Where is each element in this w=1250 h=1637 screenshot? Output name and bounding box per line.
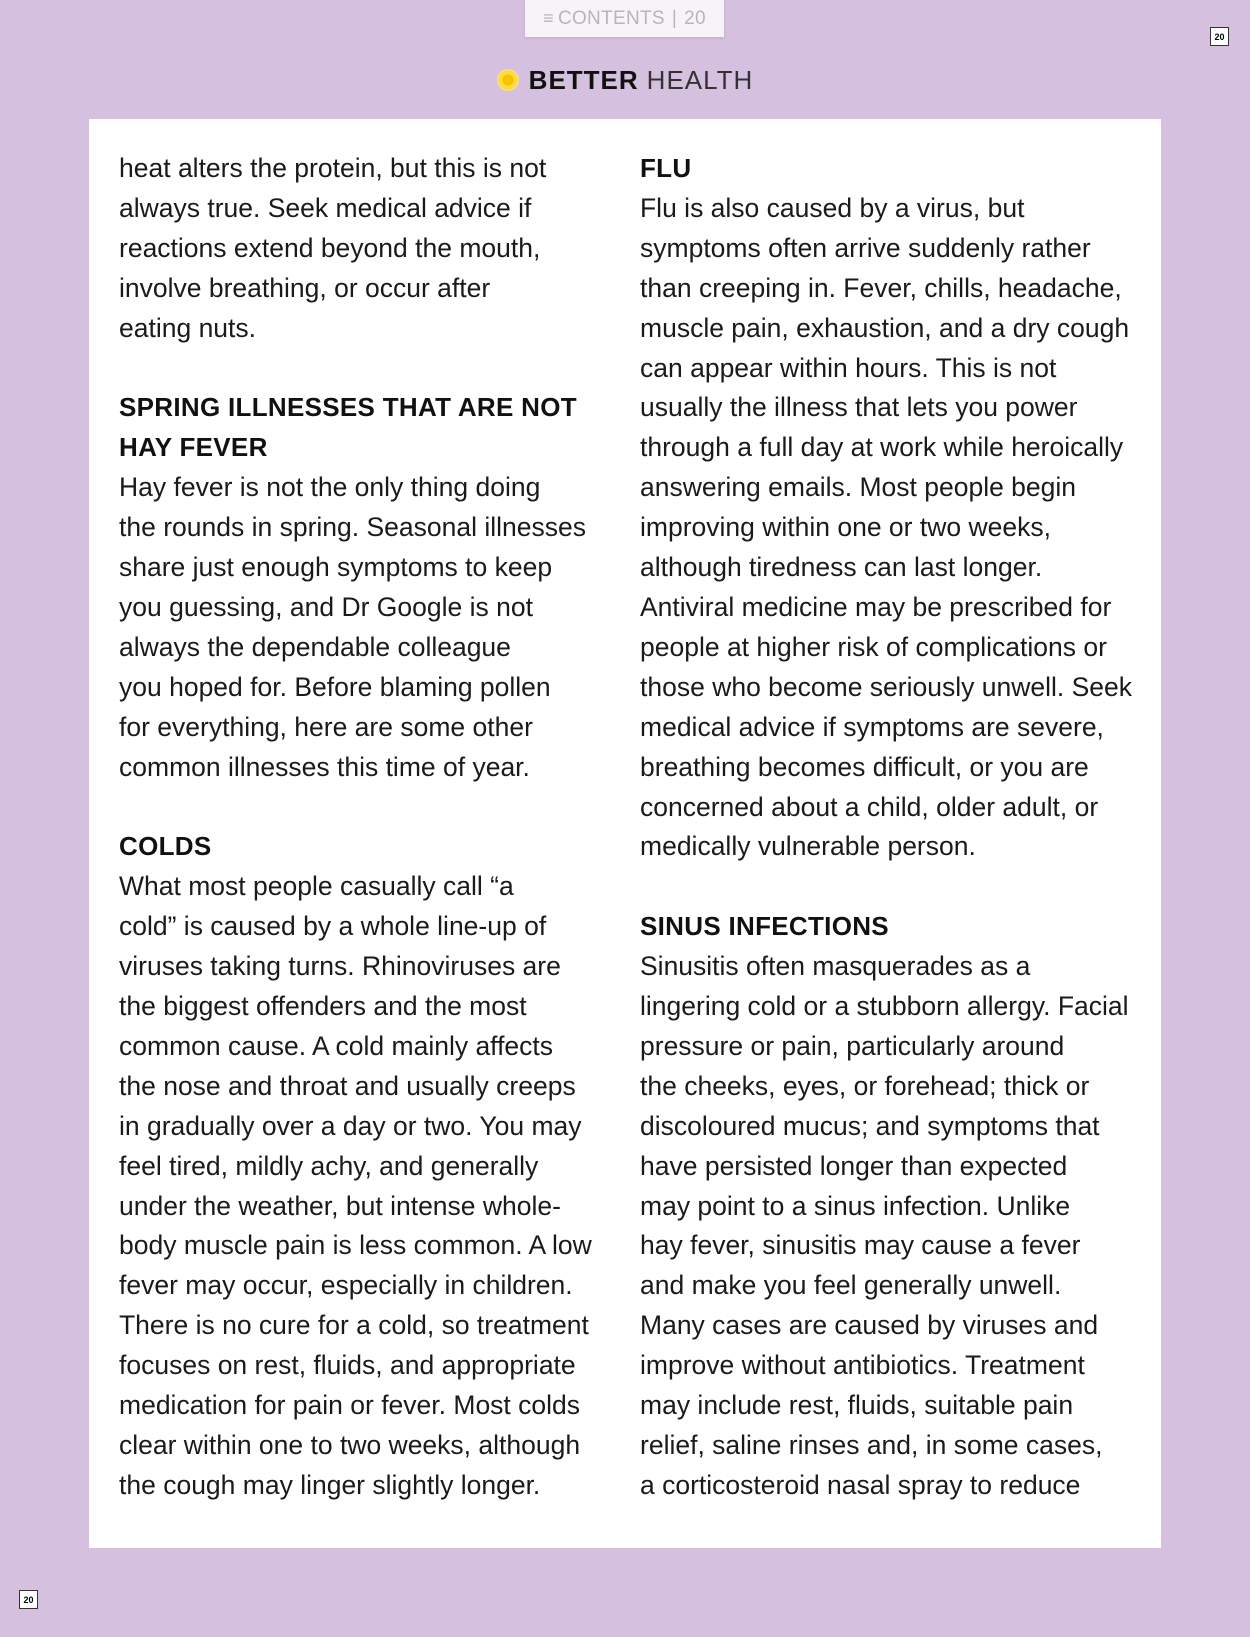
brand-name-light: HEALTH <box>646 64 754 95</box>
text-line: answering emails. Most people begin <box>640 472 1077 503</box>
text-line: hay fever, sinusitis may cause a fever <box>640 1230 1081 1261</box>
text-line: Hay fever is not the only thing doing <box>119 472 541 503</box>
text-line: those who become seriously unwell. Seek <box>640 671 1132 702</box>
text-line: medication for pain or fever. Most colds <box>119 1390 581 1421</box>
page-number-badge-bottom: 20 <box>19 1590 38 1609</box>
section-body-spring-illnesses <box>119 468 619 787</box>
heading-line: SINUS INFECTIONS <box>640 911 889 942</box>
text-line: body muscle pain is less common. A low <box>119 1230 592 1261</box>
text-line: lingering cold or a stubborn allergy. Facial <box>640 991 1129 1022</box>
text-line: have persisted longer than expected <box>640 1150 1068 1181</box>
text-line: under the weather, but intense whole- <box>119 1190 561 1221</box>
text-line: clear within one to two weeks, although <box>119 1429 581 1460</box>
left-column <box>119 149 619 1506</box>
text-line: may include rest, fluids, suitable pain <box>640 1390 1074 1421</box>
section-heading-colds <box>119 827 619 867</box>
contents-page-number: 20 <box>684 7 706 29</box>
text-line: There is no cure for a cold, so treatment <box>119 1310 589 1341</box>
text-line: What most people casually call “a <box>119 871 514 902</box>
text-line: than creeping in. Fever, chills, headache, <box>640 272 1122 303</box>
text-line: pressure or pain, particularly around <box>640 1030 1065 1061</box>
text-line: the cheeks, eyes, or forehead; thick or <box>640 1070 1090 1101</box>
text-line: involve breathing, or occur after <box>119 272 491 303</box>
text-line: breathing becomes difficult, or you are <box>640 751 1089 782</box>
menu-icon: ≡ <box>543 8 554 28</box>
section-body-colds <box>119 867 619 1506</box>
text-line: usually the illness that lets you power <box>640 392 1078 423</box>
heading-line: FLU <box>640 153 692 183</box>
section-body-flu <box>640 189 1150 867</box>
text-line: you hoped for. Before blaming pollen <box>119 671 551 702</box>
text-line: and make you feel generally unwell. <box>640 1270 1062 1301</box>
heading-line: HAY FEVER <box>119 432 268 463</box>
text-line: for everything, here are some other <box>119 711 533 742</box>
text-line: improving within one or two weeks, <box>640 512 1051 543</box>
section-heading-sinus-infections <box>640 907 1150 947</box>
text-line: can appear within hours. This is not <box>640 352 1057 383</box>
section-heading-spring-illnesses <box>119 388 619 468</box>
heading-line: COLDS <box>119 831 212 862</box>
text-line: focuses on rest, fluids, and appropriate <box>119 1350 576 1381</box>
section-body-sinus-infections <box>640 947 1150 1506</box>
contents-tab[interactable] <box>525 0 724 37</box>
text-line: fever may occur, especially in children. <box>119 1270 573 1301</box>
contents-separator: | <box>671 7 678 29</box>
continued-paragraph <box>119 149 619 349</box>
text-line: feel tired, mildly achy, and generally <box>119 1150 539 1181</box>
text-line: a corticosteroid nasal spray to reduce <box>640 1469 1081 1500</box>
text-line: reactions extend beyond the mouth, <box>119 232 541 263</box>
text-line: symptoms often arrive suddenly rather <box>640 232 1091 263</box>
text-line: always the dependable colleague <box>119 631 511 662</box>
right-column <box>640 149 1150 1506</box>
text-line: cold” is caused by a whole line-up of <box>119 911 547 942</box>
text-line: relief, saline rinses and, in some cases, <box>640 1429 1103 1460</box>
page-number-badge-top: 20 <box>1210 27 1229 46</box>
text-line: the rounds in spring. Seasonal illnesses <box>119 512 586 543</box>
text-line: you guessing, and Dr Google is not <box>119 591 533 622</box>
brand-header <box>0 62 1250 98</box>
text-line: Many cases are caused by viruses and <box>640 1310 1099 1341</box>
text-line: improve without antibiotics. Treatment <box>640 1350 1085 1381</box>
text-line: viruses taking turns. Rhinoviruses are <box>119 951 561 982</box>
heading-line: SPRING ILLNESSES THAT ARE NOT <box>119 392 577 423</box>
text-line: Antiviral medicine may be prescribed for <box>640 591 1112 622</box>
text-line: Flu is also caused by a virus, but <box>640 192 1025 223</box>
section-heading-flu <box>640 149 1150 189</box>
text-line: always true. Seek medical advice if <box>119 192 532 223</box>
text-line: the cough may linger slightly longer. <box>119 1469 541 1500</box>
text-line: people at higher risk of complications or <box>640 631 1107 662</box>
text-line: medical advice if symptoms are severe, <box>640 711 1104 742</box>
text-line: although tiredness can last longer. <box>640 552 1043 583</box>
text-line: heat alters the protein, but this is not <box>119 153 547 183</box>
text-line: discoloured mucus; and symptoms that <box>640 1110 1100 1141</box>
text-line: Sinusitis often masquerades as a <box>640 951 1031 982</box>
article-panel <box>89 119 1161 1548</box>
text-line: concerned about a child, older adult, or <box>640 791 1099 822</box>
text-line: the nose and throat and usually creeps <box>119 1070 576 1101</box>
text-line: through a full day at work while heroically <box>640 432 1124 463</box>
text-line: common cause. A cold mainly affects <box>119 1030 554 1061</box>
contents-label: CONTENTS <box>557 7 665 29</box>
text-line: medically vulnerable person. <box>640 831 976 862</box>
sun-logo-icon <box>497 69 519 91</box>
text-line: may point to a sinus infection. Unlike <box>640 1190 1071 1221</box>
text-line: muscle pain, exhaustion, and a dry cough <box>640 312 1130 343</box>
text-line: the biggest offenders and the most <box>119 991 527 1021</box>
text-line: eating nuts. <box>119 312 257 343</box>
text-line: in gradually over a day or two. You may <box>119 1110 582 1141</box>
brand-name-strong: BETTER <box>528 64 639 95</box>
text-line: common illnesses this time of year. <box>119 751 530 782</box>
text-line: share just enough symptoms to keep <box>119 552 553 583</box>
